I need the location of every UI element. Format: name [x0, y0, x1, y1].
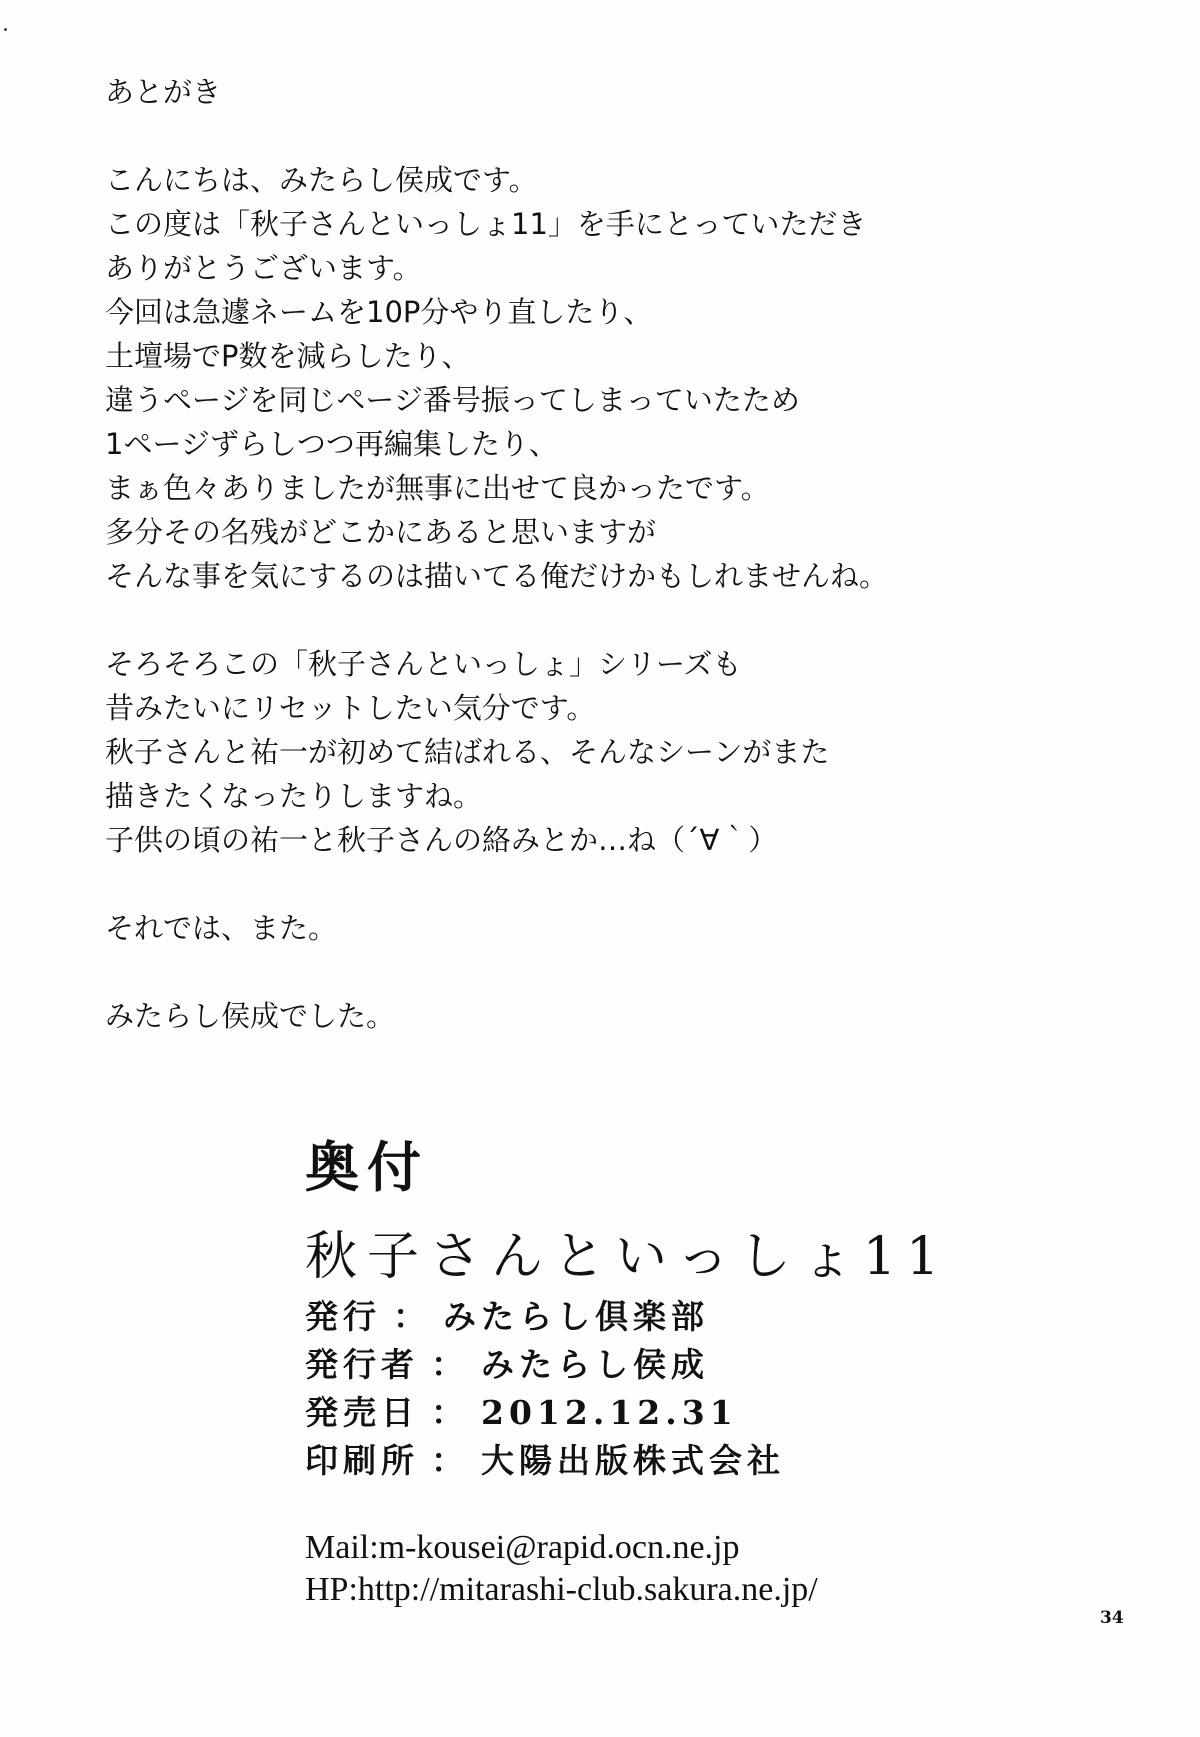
- text-line: ありがとうございます。: [105, 251, 422, 285]
- text-line: 1ページずらしつつ再編集したり、: [105, 427, 558, 461]
- release-date-value: 2012.12.31: [481, 1393, 738, 1432]
- afterword-paragraph-3: [105, 906, 1105, 950]
- separator: ：: [431, 1441, 469, 1480]
- text-line: こんにちは、みたらし侯成です。: [105, 163, 538, 197]
- issuer-row: [305, 1341, 1105, 1389]
- afterword-section: [105, 70, 1105, 1082]
- text-line: 違うページを同じページ番号振ってしまっていたため: [105, 383, 800, 417]
- colophon-heading: 奥付: [305, 1135, 429, 1199]
- text-line: それでは、また。: [105, 911, 338, 945]
- publisher-value: みたらし倶楽部: [443, 1297, 709, 1336]
- afterword-paragraph-1: [105, 158, 1105, 598]
- text-line: そんな事を気にするのは描いてる俺だけかもしれませんね。: [105, 559, 889, 593]
- separator: ：: [393, 1297, 431, 1336]
- printer-row: [305, 1437, 1105, 1485]
- text-line: まぁ色々ありましたが無事に出せて良かったです。: [105, 471, 770, 505]
- text-line: 子供の頃の祐一と秋子さんの絡みとか…ね（´∀｀）: [105, 823, 778, 857]
- text-line: 描きたくなったりしますね。: [105, 779, 483, 813]
- separator: ：: [431, 1393, 469, 1432]
- release-date-label: 発売日: [305, 1393, 419, 1432]
- mail-address: Mail:m-kousei@rapid.ocn.ne.jp: [305, 1529, 740, 1566]
- text-line: 今回は急遽ネームを10P分やり直したり、: [105, 295, 653, 329]
- publisher-row: [305, 1293, 1105, 1341]
- afterword-signoff: [105, 994, 1105, 1038]
- homepage-url: HP:http://mitarashi-club.sakura.ne.jp/: [305, 1571, 818, 1608]
- colophon-section: [305, 1135, 1105, 1611]
- publisher-label: 発行: [305, 1297, 381, 1336]
- text-line: みたらし侯成でした。: [105, 999, 396, 1033]
- printer-value: 大陽出版株式会社: [481, 1441, 785, 1480]
- afterword-paragraph-2: [105, 642, 1105, 862]
- text-line: この度は「秋子さんといっしょ11」を手にとっていただき: [105, 207, 867, 241]
- release-date-row: [305, 1389, 1105, 1437]
- printer-label: 印刷所: [305, 1441, 419, 1480]
- scan-speck: [4, 28, 7, 31]
- page-number: 34: [1100, 1608, 1124, 1628]
- issuer-value: みたらし侯成: [481, 1345, 709, 1384]
- separator: ：: [431, 1345, 469, 1384]
- issuer-label: 発行者: [305, 1345, 419, 1384]
- book-title: 秋子さんといっしょ11: [305, 1227, 950, 1287]
- text-line: そろそろこの「秋子さんといっしょ」シリーズも: [105, 647, 742, 681]
- contact-block: [305, 1527, 1105, 1611]
- text-line: 多分その名残がどこかにあると思いますが: [105, 515, 657, 549]
- text-line: 秋子さんと祐一が初めて結ばれる、そんなシーンがまた: [105, 735, 830, 769]
- afterword-heading: [105, 70, 1105, 114]
- text-line: 昔みたいにリセットしたい気分です。: [105, 691, 596, 725]
- text-line: 土壇場でP数を減らしたり、: [105, 339, 471, 373]
- afterword-heading-text: あとがき: [105, 75, 222, 109]
